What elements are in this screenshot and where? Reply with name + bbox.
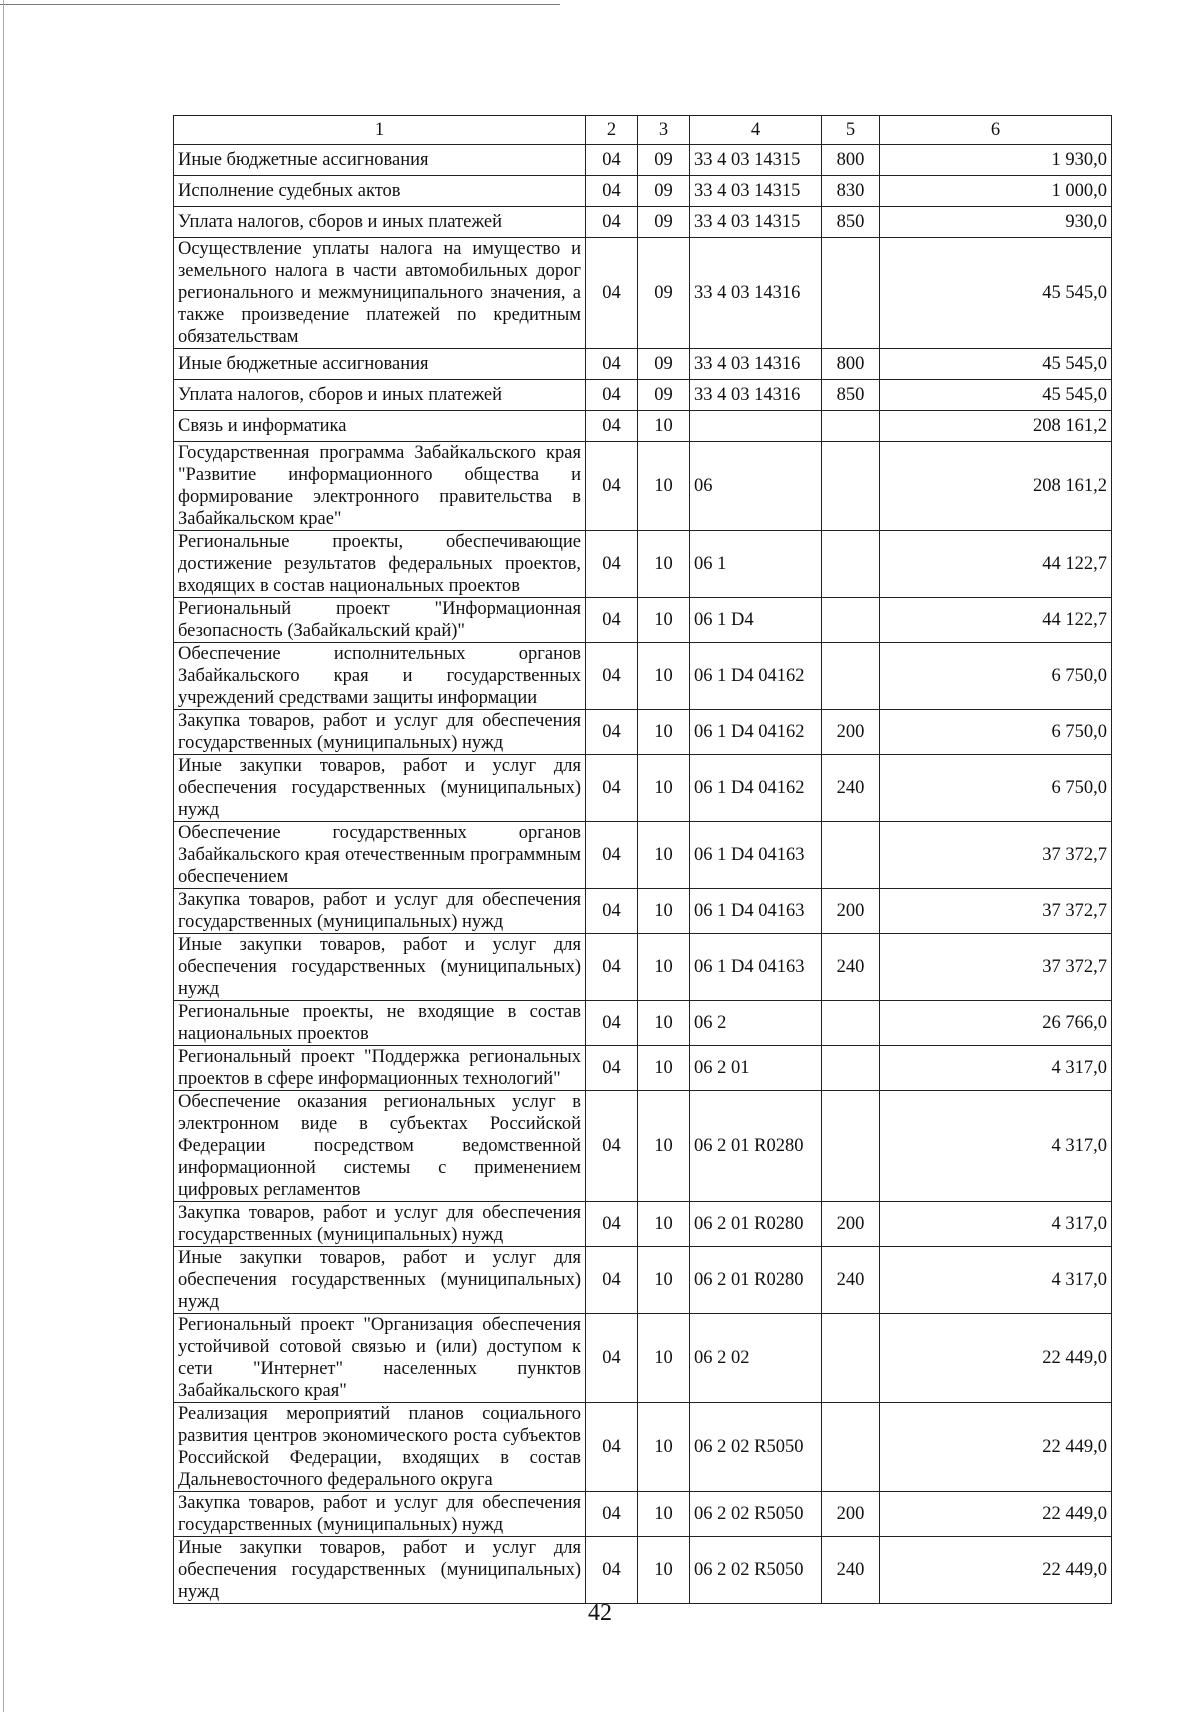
row-section: 04 bbox=[586, 238, 638, 349]
table-row bbox=[174, 145, 1112, 176]
row-expense-type: 240 bbox=[822, 934, 880, 1001]
row-expense-type: 240 bbox=[822, 755, 880, 822]
row-subsection: 10 bbox=[638, 1314, 690, 1403]
table-row bbox=[174, 207, 1112, 238]
table-row bbox=[174, 1403, 1112, 1492]
row-amount: 37 372,7 bbox=[880, 889, 1112, 934]
table-row bbox=[174, 1001, 1112, 1046]
row-subsection: 10 bbox=[638, 1091, 690, 1202]
row-section: 04 bbox=[586, 643, 638, 710]
row-target-article bbox=[690, 411, 822, 442]
row-name: Государственная программа Забайкальского края "Развитие информационного общества и формирование электронного правительства в Забайкальском крае" bbox=[174, 442, 586, 531]
row-section: 04 bbox=[586, 1492, 638, 1537]
row-expense-type bbox=[822, 1046, 880, 1091]
row-subsection: 10 bbox=[638, 598, 690, 643]
row-name: Закупка товаров, работ и услуг для обеспечения государственных (муниципальных) нужд bbox=[174, 889, 586, 934]
row-subsection: 09 bbox=[638, 380, 690, 411]
table-row bbox=[174, 1091, 1112, 1202]
row-amount: 6 750,0 bbox=[880, 643, 1112, 710]
header-col-3: 3 bbox=[638, 116, 690, 145]
row-target-article: 06 2 01 R0280 bbox=[690, 1247, 822, 1314]
row-expense-type: 850 bbox=[822, 380, 880, 411]
row-expense-type: 800 bbox=[822, 349, 880, 380]
row-subsection: 10 bbox=[638, 531, 690, 598]
row-target-article: 06 1 D4 04163 bbox=[690, 889, 822, 934]
table-row bbox=[174, 822, 1112, 889]
table-row bbox=[174, 380, 1112, 411]
row-amount: 22 449,0 bbox=[880, 1537, 1112, 1604]
row-expense-type bbox=[822, 1091, 880, 1202]
row-section: 04 bbox=[586, 710, 638, 755]
row-target-article: 33 4 03 14316 bbox=[690, 380, 822, 411]
row-amount: 22 449,0 bbox=[880, 1492, 1112, 1537]
row-target-article: 33 4 03 14315 bbox=[690, 176, 822, 207]
table-row bbox=[174, 1247, 1112, 1314]
row-target-article: 06 2 02 R5050 bbox=[690, 1537, 822, 1604]
row-section: 04 bbox=[586, 349, 638, 380]
row-section: 04 bbox=[586, 1403, 638, 1492]
row-target-article: 33 4 03 14316 bbox=[690, 238, 822, 349]
table-row bbox=[174, 598, 1112, 643]
row-subsection: 10 bbox=[638, 1202, 690, 1247]
row-name: Связь и информатика bbox=[174, 411, 586, 442]
row-target-article: 06 1 D4 04163 bbox=[690, 934, 822, 1001]
header-col-6: 6 bbox=[880, 116, 1112, 145]
row-section: 04 bbox=[586, 1046, 638, 1091]
row-target-article: 06 1 D4 04163 bbox=[690, 822, 822, 889]
header-col-5: 5 bbox=[822, 116, 880, 145]
row-target-article: 06 1 D4 04162 bbox=[690, 710, 822, 755]
row-subsection: 10 bbox=[638, 1403, 690, 1492]
row-name: Иные бюджетные ассигнования bbox=[174, 349, 586, 380]
row-amount: 44 122,7 bbox=[880, 598, 1112, 643]
row-amount: 44 122,7 bbox=[880, 531, 1112, 598]
row-subsection: 10 bbox=[638, 710, 690, 755]
row-amount: 45 545,0 bbox=[880, 380, 1112, 411]
row-target-article: 06 2 01 R0280 bbox=[690, 1091, 822, 1202]
budget-table bbox=[173, 115, 1112, 1604]
row-section: 04 bbox=[586, 934, 638, 1001]
row-section: 04 bbox=[586, 531, 638, 598]
header-col-4: 4 bbox=[690, 116, 822, 145]
row-name: Закупка товаров, работ и услуг для обеспечения государственных (муниципальных) нужд bbox=[174, 1202, 586, 1247]
row-name: Региональный проект "Организация обеспечения устойчивой сотовой связью и (или) доступом к сети "Интернет" населенных пунктов Забайкальского края" bbox=[174, 1314, 586, 1403]
row-subsection: 09 bbox=[638, 145, 690, 176]
scan-edge-top bbox=[0, 4, 560, 5]
scan-edge-left bbox=[3, 0, 4, 1712]
row-name: Обеспечение оказания региональных услуг в электронном виде в субъектах Российской Федерации посредством ведомственной информационной системы с применением цифровых регламентов bbox=[174, 1091, 586, 1202]
row-amount: 37 372,7 bbox=[880, 822, 1112, 889]
row-section: 04 bbox=[586, 145, 638, 176]
row-section: 04 bbox=[586, 1314, 638, 1403]
table-row bbox=[174, 889, 1112, 934]
row-amount: 1 000,0 bbox=[880, 176, 1112, 207]
row-expense-type bbox=[822, 238, 880, 349]
table-row bbox=[174, 176, 1112, 207]
table-row bbox=[174, 1314, 1112, 1403]
row-expense-type bbox=[822, 1001, 880, 1046]
row-amount: 26 766,0 bbox=[880, 1001, 1112, 1046]
row-subsection: 10 bbox=[638, 1537, 690, 1604]
row-target-article: 33 4 03 14315 bbox=[690, 207, 822, 238]
row-target-article: 06 1 D4 04162 bbox=[690, 755, 822, 822]
row-expense-type: 200 bbox=[822, 1202, 880, 1247]
row-expense-type: 850 bbox=[822, 207, 880, 238]
row-expense-type bbox=[822, 822, 880, 889]
row-section: 04 bbox=[586, 207, 638, 238]
row-expense-type bbox=[822, 442, 880, 531]
row-section: 04 bbox=[586, 1537, 638, 1604]
row-expense-type bbox=[822, 643, 880, 710]
row-section: 04 bbox=[586, 1091, 638, 1202]
row-name: Иные закупки товаров, работ и услуг для обеспечения государственных (муниципальных) нужд bbox=[174, 934, 586, 1001]
row-subsection: 10 bbox=[638, 822, 690, 889]
table-row bbox=[174, 1046, 1112, 1091]
row-amount: 6 750,0 bbox=[880, 755, 1112, 822]
row-expense-type: 830 bbox=[822, 176, 880, 207]
row-amount: 1 930,0 bbox=[880, 145, 1112, 176]
row-amount: 208 161,2 bbox=[880, 442, 1112, 531]
table-row bbox=[174, 710, 1112, 755]
row-expense-type bbox=[822, 531, 880, 598]
row-amount: 4 317,0 bbox=[880, 1247, 1112, 1314]
row-target-article: 06 1 D4 04162 bbox=[690, 643, 822, 710]
header-col-2: 2 bbox=[586, 116, 638, 145]
row-subsection: 10 bbox=[638, 1492, 690, 1537]
table-row bbox=[174, 442, 1112, 531]
row-section: 04 bbox=[586, 380, 638, 411]
row-name: Закупка товаров, работ и услуг для обеспечения государственных (муниципальных) нужд bbox=[174, 1492, 586, 1537]
row-amount: 45 545,0 bbox=[880, 238, 1112, 349]
row-section: 04 bbox=[586, 411, 638, 442]
row-subsection: 09 bbox=[638, 207, 690, 238]
row-subsection: 09 bbox=[638, 238, 690, 349]
row-name: Региональный проект "Информационная безопасность (Забайкальский край)" bbox=[174, 598, 586, 643]
row-expense-type: 200 bbox=[822, 889, 880, 934]
row-subsection: 10 bbox=[638, 755, 690, 822]
row-name: Осуществление уплаты налога на имущество и земельного налога в части автомобильных дорог регионального и межмуниципального значения, а также произведение платежей по кредитным обязательствам bbox=[174, 238, 586, 349]
row-name: Уплата налогов, сборов и иных платежей bbox=[174, 380, 586, 411]
row-section: 04 bbox=[586, 822, 638, 889]
row-name: Иные закупки товаров, работ и услуг для обеспечения государственных (муниципальных) нужд bbox=[174, 755, 586, 822]
row-section: 04 bbox=[586, 1202, 638, 1247]
row-target-article: 06 2 01 R0280 bbox=[690, 1202, 822, 1247]
row-amount: 930,0 bbox=[880, 207, 1112, 238]
header-col-1: 1 bbox=[174, 116, 586, 145]
table-row bbox=[174, 411, 1112, 442]
row-amount: 22 449,0 bbox=[880, 1314, 1112, 1403]
table-header-row bbox=[174, 116, 1112, 145]
row-amount: 6 750,0 bbox=[880, 710, 1112, 755]
row-amount: 4 317,0 bbox=[880, 1091, 1112, 1202]
row-section: 04 bbox=[586, 889, 638, 934]
row-section: 04 bbox=[586, 1247, 638, 1314]
row-amount: 22 449,0 bbox=[880, 1403, 1112, 1492]
row-subsection: 09 bbox=[638, 176, 690, 207]
row-name: Иные бюджетные ассигнования bbox=[174, 145, 586, 176]
row-name: Реализация мероприятий планов социального развития центров экономического роста субъектов Российской Федерации, входящих в состав Дальневосточного федерального округа bbox=[174, 1403, 586, 1492]
row-expense-type: 800 bbox=[822, 145, 880, 176]
row-expense-type: 240 bbox=[822, 1247, 880, 1314]
table-body bbox=[174, 145, 1112, 1604]
row-section: 04 bbox=[586, 1001, 638, 1046]
row-target-article: 06 1 bbox=[690, 531, 822, 598]
row-section: 04 bbox=[586, 442, 638, 531]
row-section: 04 bbox=[586, 755, 638, 822]
row-expense-type: 240 bbox=[822, 1537, 880, 1604]
row-subsection: 10 bbox=[638, 934, 690, 1001]
table-row bbox=[174, 1202, 1112, 1247]
row-name: Региональный проект "Поддержка региональных проектов в сфере информационных технологий" bbox=[174, 1046, 586, 1091]
row-amount: 45 545,0 bbox=[880, 349, 1112, 380]
row-subsection: 10 bbox=[638, 1001, 690, 1046]
row-amount: 4 317,0 bbox=[880, 1046, 1112, 1091]
row-expense-type: 200 bbox=[822, 710, 880, 755]
row-subsection: 10 bbox=[638, 442, 690, 531]
row-expense-type bbox=[822, 598, 880, 643]
row-section: 04 bbox=[586, 598, 638, 643]
table-row bbox=[174, 238, 1112, 349]
row-subsection: 10 bbox=[638, 1247, 690, 1314]
row-target-article: 33 4 03 14315 bbox=[690, 145, 822, 176]
row-name: Иные закупки товаров, работ и услуг для обеспечения государственных (муниципальных) нужд bbox=[174, 1537, 586, 1604]
table-row bbox=[174, 934, 1112, 1001]
table-row bbox=[174, 1537, 1112, 1604]
row-target-article: 06 bbox=[690, 442, 822, 531]
row-target-article: 06 2 02 R5050 bbox=[690, 1403, 822, 1492]
row-subsection: 09 bbox=[638, 349, 690, 380]
row-target-article: 06 2 01 bbox=[690, 1046, 822, 1091]
row-section: 04 bbox=[586, 176, 638, 207]
row-name: Обеспечение государственных органов Забайкальского края отечественным программным обеспечением bbox=[174, 822, 586, 889]
row-amount: 4 317,0 bbox=[880, 1202, 1112, 1247]
row-subsection: 10 bbox=[638, 1046, 690, 1091]
row-name: Региональные проекты, обеспечивающие достижение результатов федеральных проектов, входящих в состав национальных проектов bbox=[174, 531, 586, 598]
page-number: 42 bbox=[588, 1600, 612, 1626]
row-expense-type bbox=[822, 411, 880, 442]
row-subsection: 10 bbox=[638, 411, 690, 442]
table-row bbox=[174, 755, 1112, 822]
row-expense-type: 200 bbox=[822, 1492, 880, 1537]
row-name: Исполнение судебных актов bbox=[174, 176, 586, 207]
row-target-article: 06 2 02 R5050 bbox=[690, 1492, 822, 1537]
row-target-article: 33 4 03 14316 bbox=[690, 349, 822, 380]
row-name: Региональные проекты, не входящие в состав национальных проектов bbox=[174, 1001, 586, 1046]
table-row bbox=[174, 1492, 1112, 1537]
row-name: Иные закупки товаров, работ и услуг для обеспечения государственных (муниципальных) нужд bbox=[174, 1247, 586, 1314]
row-expense-type bbox=[822, 1403, 880, 1492]
table-row bbox=[174, 349, 1112, 380]
row-expense-type bbox=[822, 1314, 880, 1403]
table-row bbox=[174, 531, 1112, 598]
row-amount: 208 161,2 bbox=[880, 411, 1112, 442]
row-target-article: 06 1 D4 bbox=[690, 598, 822, 643]
row-target-article: 06 2 02 bbox=[690, 1314, 822, 1403]
row-target-article: 06 2 bbox=[690, 1001, 822, 1046]
row-name: Уплата налогов, сборов и иных платежей bbox=[174, 207, 586, 238]
row-amount: 37 372,7 bbox=[880, 934, 1112, 1001]
row-name: Закупка товаров, работ и услуг для обеспечения государственных (муниципальных) нужд bbox=[174, 710, 586, 755]
row-subsection: 10 bbox=[638, 889, 690, 934]
row-subsection: 10 bbox=[638, 643, 690, 710]
table-row bbox=[174, 643, 1112, 710]
row-name: Обеспечение исполнительных органов Забайкальского края и государственных учреждений средствами защиты информации bbox=[174, 643, 586, 710]
